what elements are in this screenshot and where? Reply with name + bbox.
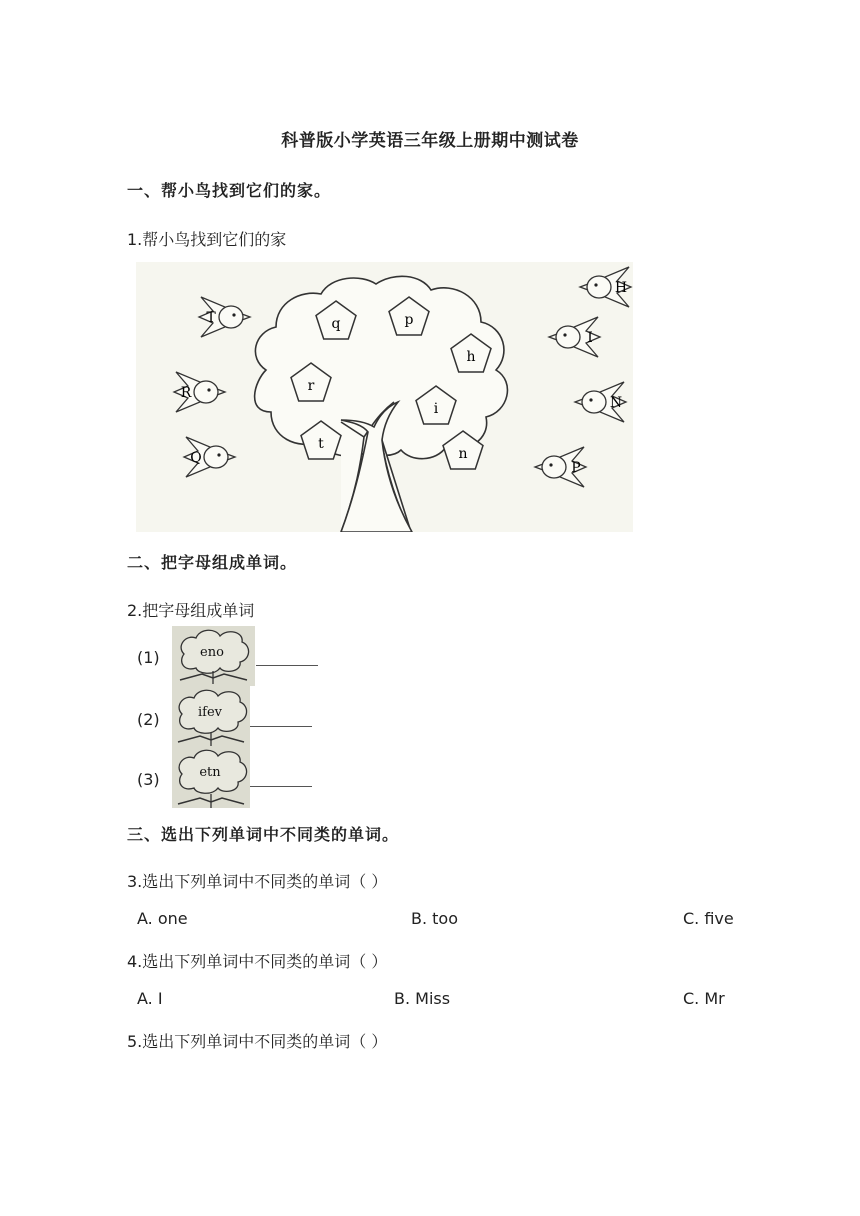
scrambled-letters-3: etn — [199, 765, 221, 780]
answer-blank-1[interactable] — [256, 664, 318, 666]
bird-letter: H — [614, 280, 628, 296]
house-letter: h — [466, 349, 476, 365]
question-5-text: 5.选出下列单词中不同类的单词（ ） — [127, 1032, 388, 1051]
letter-cloud-1 — [172, 626, 255, 686]
bird-letter: N — [609, 395, 623, 411]
letter-cloud-2 — [172, 686, 250, 746]
bird-letter: P — [571, 460, 581, 476]
scrambled-letters-2: ifev — [197, 705, 223, 720]
letter-cloud-3 — [172, 746, 250, 808]
tree-birds-illustration — [136, 262, 633, 532]
q4-option-b[interactable]: B. Miss — [394, 989, 451, 1008]
page-title: 科普版小学英语三年级上册期中测试卷 — [281, 131, 579, 151]
bird-letter: R — [180, 385, 192, 401]
scrambled-letters-1: eno — [200, 645, 224, 660]
section-heading-1: 一、帮小鸟找到它们的家。 — [127, 181, 332, 200]
item-number-1: (1) — [137, 648, 160, 667]
house-letter: i — [433, 401, 439, 417]
item-number-2: (2) — [137, 710, 160, 729]
q3-option-c[interactable]: C. five — [683, 909, 734, 928]
q4-option-a[interactable]: A. I — [137, 989, 163, 1008]
section-heading-2: 二、把字母组成单词。 — [127, 553, 298, 572]
house-letter: n — [458, 446, 468, 462]
question-1-text: 1.帮小鸟找到它们的家 — [127, 230, 287, 249]
section-heading-3: 三、选出下列单词中不同类的单词。 — [127, 825, 400, 844]
q3-option-b[interactable]: B. too — [411, 909, 458, 928]
item-number-3: (3) — [137, 770, 160, 789]
answer-blank-3[interactable] — [250, 785, 312, 787]
house-letter: q — [331, 316, 341, 332]
house-letter: r — [307, 378, 315, 394]
q3-option-a[interactable]: A. one — [137, 909, 188, 928]
bird-letter: T — [206, 310, 216, 326]
house-letter: t — [318, 436, 324, 452]
q4-option-c[interactable]: C. Mr — [683, 989, 725, 1008]
question-3-text: 3.选出下列单词中不同类的单词（ ） — [127, 872, 388, 891]
answer-blank-2[interactable] — [250, 725, 312, 727]
question-2-text: 2.把字母组成单词 — [127, 601, 255, 620]
house-letter: p — [404, 312, 414, 328]
bird-letter: Q — [190, 450, 202, 466]
question-4-text: 4.选出下列单词中不同类的单词（ ） — [127, 952, 388, 971]
bird-letter: I — [587, 330, 593, 346]
